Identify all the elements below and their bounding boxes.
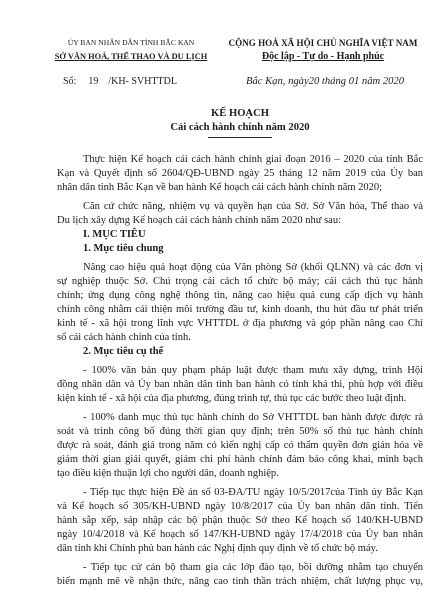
- body-line: số cải cách hành chính của tỉnh.: [57, 332, 191, 343]
- body-line: soát và trình công bố đúng thời gian quy định; trên 50% số thủ tục hành chính: [57, 426, 423, 437]
- section-heading: I. MỤC TIÊU: [83, 229, 146, 240]
- paragraph: [57, 364, 423, 406]
- national-motto: Độc lập - Tự do - Hạnh phúc: [261, 51, 385, 62]
- body-line: kiện kinh tế - xã hội của địa phương, đúng trình tự, thủ tục các bước theo luật định.: [57, 393, 407, 404]
- paragraph: [57, 561, 423, 589]
- document-subject-title: Cải cách hành chính năm 2020: [170, 122, 310, 133]
- document-title-block: [57, 107, 423, 135]
- national-heading-block: [218, 36, 428, 64]
- document-number-line: [63, 75, 177, 89]
- body-line: - Tiếp tục thực hiện Đề án số 03-ĐA/TU ngày 10/5/2017của Tỉnh ủy Bắc Kạn: [83, 487, 423, 498]
- body-line: Căn cứ chức năng, nhiệm vụ và quyền hạn của Sở. Sở Văn hóa, Thể thao và: [83, 201, 423, 212]
- body-line: kinh tế - xã hội trong lĩnh vực VHTTDL ở địa phương và góp phần nâng cao Chỉ: [57, 318, 423, 329]
- section-heading: 1. Mục tiêu chung: [83, 243, 164, 254]
- document-number: 19: [88, 76, 99, 87]
- body-line: tạo điều kiện thuận lợi cho người dân, doanh nghiệp.: [57, 468, 279, 479]
- paragraph: [57, 411, 423, 481]
- paragraph: [57, 261, 423, 345]
- body-line: - Tiếp tục cử cán bộ tham gia các lớp đào tạo, bồi dưỡng nhằm tạo chuyển: [83, 562, 423, 573]
- body-line: biến mạnh mẽ về nhận thức, nâng cao tinh thần trách nhiệm, chất lượng phục vụ,: [57, 576, 423, 587]
- document-body: [57, 148, 423, 589]
- body-line: và Kế hoạch số 305/KH-UBND ngày 10/8/2017 của Ủy ban nhân dân tỉnh. Tiến: [57, 501, 423, 512]
- body-line: chính; ứng dụng công nghệ thông tin, nâng cao hiệu quả cung cấp dịch vụ hành: [57, 290, 423, 301]
- department-name: SỞ VĂN HOÁ, THỂ THAO VÀ DU LỊCH: [54, 52, 208, 61]
- paragraph: [57, 200, 423, 228]
- body-line: ngày 10/4/2018 và Kế hoạch số 147/KH-UBND ngày 17/4/2018 của Ủy ban nhân: [57, 529, 423, 540]
- body-line: hành sắp xếp, sáp nhập các bộ phận thuộc Sở theo Kế hoạch số 140/KH-UBND: [57, 515, 423, 526]
- document-type-title: KẾ HOẠCH: [211, 108, 269, 119]
- title-rule: [208, 137, 272, 138]
- paragraph: [57, 153, 423, 195]
- body-line: sự nghiệp thuộc Sở. Chú trọng cải cách tổ chức bộ máy; cải cách thủ tục hành: [57, 276, 423, 287]
- body-line: Kạn và Quyết định số 2604/QĐ-UBND ngày 25 tháng 12 năm 2019 của Ủy ban: [57, 168, 423, 179]
- body-line: Du lịch xây dựng Kế hoạch cải cách hành chính năm 2020 như sau:: [57, 215, 342, 226]
- document-number-label: Số:: [63, 76, 77, 87]
- paragraph: [57, 486, 423, 556]
- body-line: giảm thời gian giải quyết, giảm chi phí hành chính đảm bảo công khai, minh bạch: [57, 454, 423, 465]
- body-line: dân tỉnh khi Chính phủ ban hành các Nghị định quy định về tổ chức bộ máy.: [57, 543, 378, 554]
- section-heading: 2. Mục tiêu cụ thể: [83, 346, 164, 357]
- national-title: CỘNG HOÀ XÃ HỘI CHỦ NGHĨA VIỆT NAM: [228, 38, 418, 48]
- issuing-authority: ỦY BAN NHÂN DÂN TỈNH BẮC KẠN: [67, 38, 195, 47]
- body-line: được rà soát, đánh giá trong năm có kiến nghị cấp có thẩm quyền đơn giản hóa về: [57, 440, 423, 451]
- body-line: Thực hiện Kế hoạch cải cách hành chính giai đoạn 2016 – 2020 của tỉnh Bắc: [83, 154, 423, 165]
- body-line: đồng nhân dân và Ủy ban nhân dân tỉnh ban hành có tính khả thi, phù hợp với điều: [57, 379, 423, 390]
- issuer-block: [31, 36, 231, 64]
- body-line: nhân dân tỉnh Bắc Kạn về ban hành Kế hoạch cải cách hành chính năm 2020;: [57, 182, 383, 193]
- body-line: - 100% văn bản quy phạm pháp luật được tham mưu xây dựng, trình Hội: [83, 365, 423, 376]
- place-and-date: Bắc Kạn, ngày20 tháng 01 năm 2020: [246, 76, 405, 87]
- body-line: - 100% danh mục thủ tục hành chính do Sở VHTTDL ban hành được được rà: [83, 412, 423, 423]
- body-line: chính công nhằm cải thiện môi trường đầu tư, kinh doanh, thu hút đầu tư phát triển: [57, 304, 423, 315]
- body-line: Nâng cao hiệu quả hoạt động của Văn phòng Sở (khối QLNN) và các đơn vị: [83, 262, 423, 273]
- document-number-suffix: /KH- SVHTTDL: [108, 76, 177, 87]
